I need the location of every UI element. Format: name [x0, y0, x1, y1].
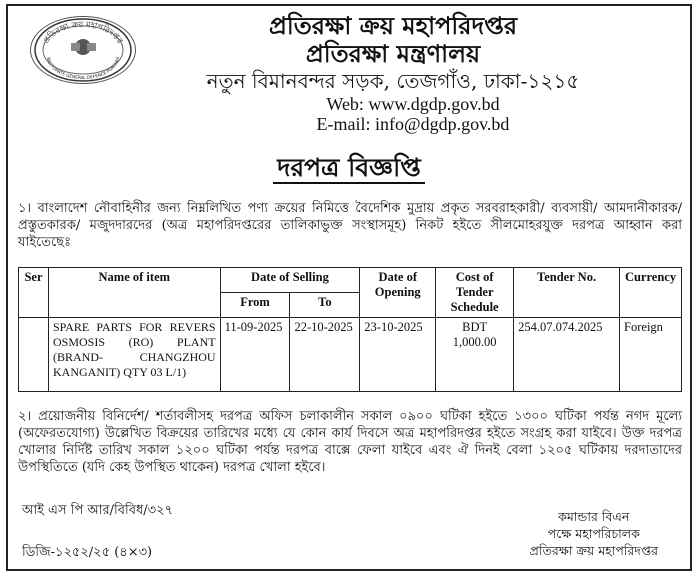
emblem-icon [31, 17, 135, 83]
publication-code: ডিজি-১২৫২/২৫ (৪×৩) [22, 545, 153, 560]
email: E-mail: info@dgdp.gov.bd [316, 114, 510, 134]
signatory-line2: পক্ষে মহাপরিচালক [547, 526, 640, 541]
table-header-row [19, 268, 682, 293]
cell-item: SPARE PARTS FOR REVERS OSMOSIS (RO) PLANT (BRAND- CHANGZHOU KANGANIT) QTY 03 L/1) [48, 318, 220, 392]
logo-emblem-text: প্রতিরক্ষা ক্রয় মহাপরিদপ্তর [41, 19, 125, 46]
col-from: From [220, 293, 290, 318]
col-to: To [290, 293, 360, 318]
col-ser: Ser [19, 268, 49, 318]
cell-currency: Foreign [620, 318, 682, 392]
address: নতুন বিমানবন্দর সড়ক, তেজগাঁও, ঢাকা-১২১৫ [206, 69, 580, 93]
website: Web: www.dgdp.gov.bd [326, 94, 500, 114]
cell-to: 22-10-2025 [290, 318, 360, 392]
cell-ser [19, 318, 49, 392]
memo-number: আই এস পি আর/বিবিধ/৩২৭ [22, 503, 173, 518]
col-currency: Currency [620, 268, 682, 318]
col-item: Name of item [48, 268, 220, 318]
col-tender-no: Tender No. [514, 268, 620, 318]
paragraph-2: ২। প্রয়োজনীয় বিনির্দেশ/ শর্তাবলীসহ দরপত্র অফিস চলাকালীন সকাল ০৯০০ ঘটিকা হইতে ১৩০০ ঘটিকা পর্যন্ত নগদ মূল্যে (অফেরতযোগ্য) উল্লেখিত বিক্রয়ের তারিখের মধ্যে যে কোন কার্য দিবসে অত্র মহাপরিদপ্তর হইতে সংগ্রহ করা যাইবে। উক্ত দরপত্র খোলার নির্দিষ্ট তারিখ সকাল ১২০০ ঘটিকা পর্যন্ত দরপত্র বাক্সে ফেলা যাইবে এবং ঐ দিনই বেলা ১২০৫ ঘটিকায় দরদাতাদের উপস্থিতিতে (যদি কেহ উপস্থিত থাকেন) দরপত্র খোলা হইবে। [18, 409, 682, 475]
signatory-name: কমান্ডার বিএন [558, 509, 630, 524]
cell-from: 11-09-2025 [220, 318, 290, 392]
tender-table [18, 267, 682, 392]
col-date-of-selling: Date of Selling [220, 268, 360, 293]
notice-title-box [8, 148, 690, 191]
notice-title: দরপত্র বিজ্ঞপ্তি [273, 153, 425, 184]
cell-tender-no: 254.07.074.2025 [514, 318, 620, 392]
logo-name-text: IRECTORATE GENERAL DEFENCE PURCHAS [44, 56, 122, 82]
ministry-name: প্রতিরক্ষা মন্ত্রণালয় [305, 39, 481, 68]
cell-opening: 23-10-2025 [360, 318, 436, 392]
signatory-line3: প্রতিরক্ষা ক্রয় মহাপরিদপ্তর [529, 543, 658, 558]
paragraph-1: ১। বাংলাদেশ নৌবাহিনীর জন্য নিম্নলিখিত পণ্য ক্রয়ের নিমিত্তে বৈদেশিক মুদ্রায় প্রকৃত সরবরাহকারী/ ব্যবসায়ী/ আমদানীকারক/ প্রস্তুতকারক/ মজুদদারদের (অত্র মহাপরিদপ্তরের তালিকাভুক্ত সংস্থাসমূহ) নিকট হইতে সীলমোহরযুক্ত দরপত্র আহ্বান করা যাইতেছেঃ [18, 201, 682, 250]
org-name: প্রতিরক্ষা ক্রয় মহাপরিদপ্তর [268, 11, 518, 40]
col-cost: Cost of Tender Schedule [436, 268, 514, 318]
cell-cost: BDT 1,000.00 [436, 318, 514, 392]
tender-notice [6, 4, 692, 571]
signature-block [530, 508, 658, 559]
col-opening: Date of Opening [360, 268, 436, 318]
letterhead [128, 12, 658, 134]
dgdp-logo [30, 16, 136, 84]
table-row [19, 318, 682, 392]
